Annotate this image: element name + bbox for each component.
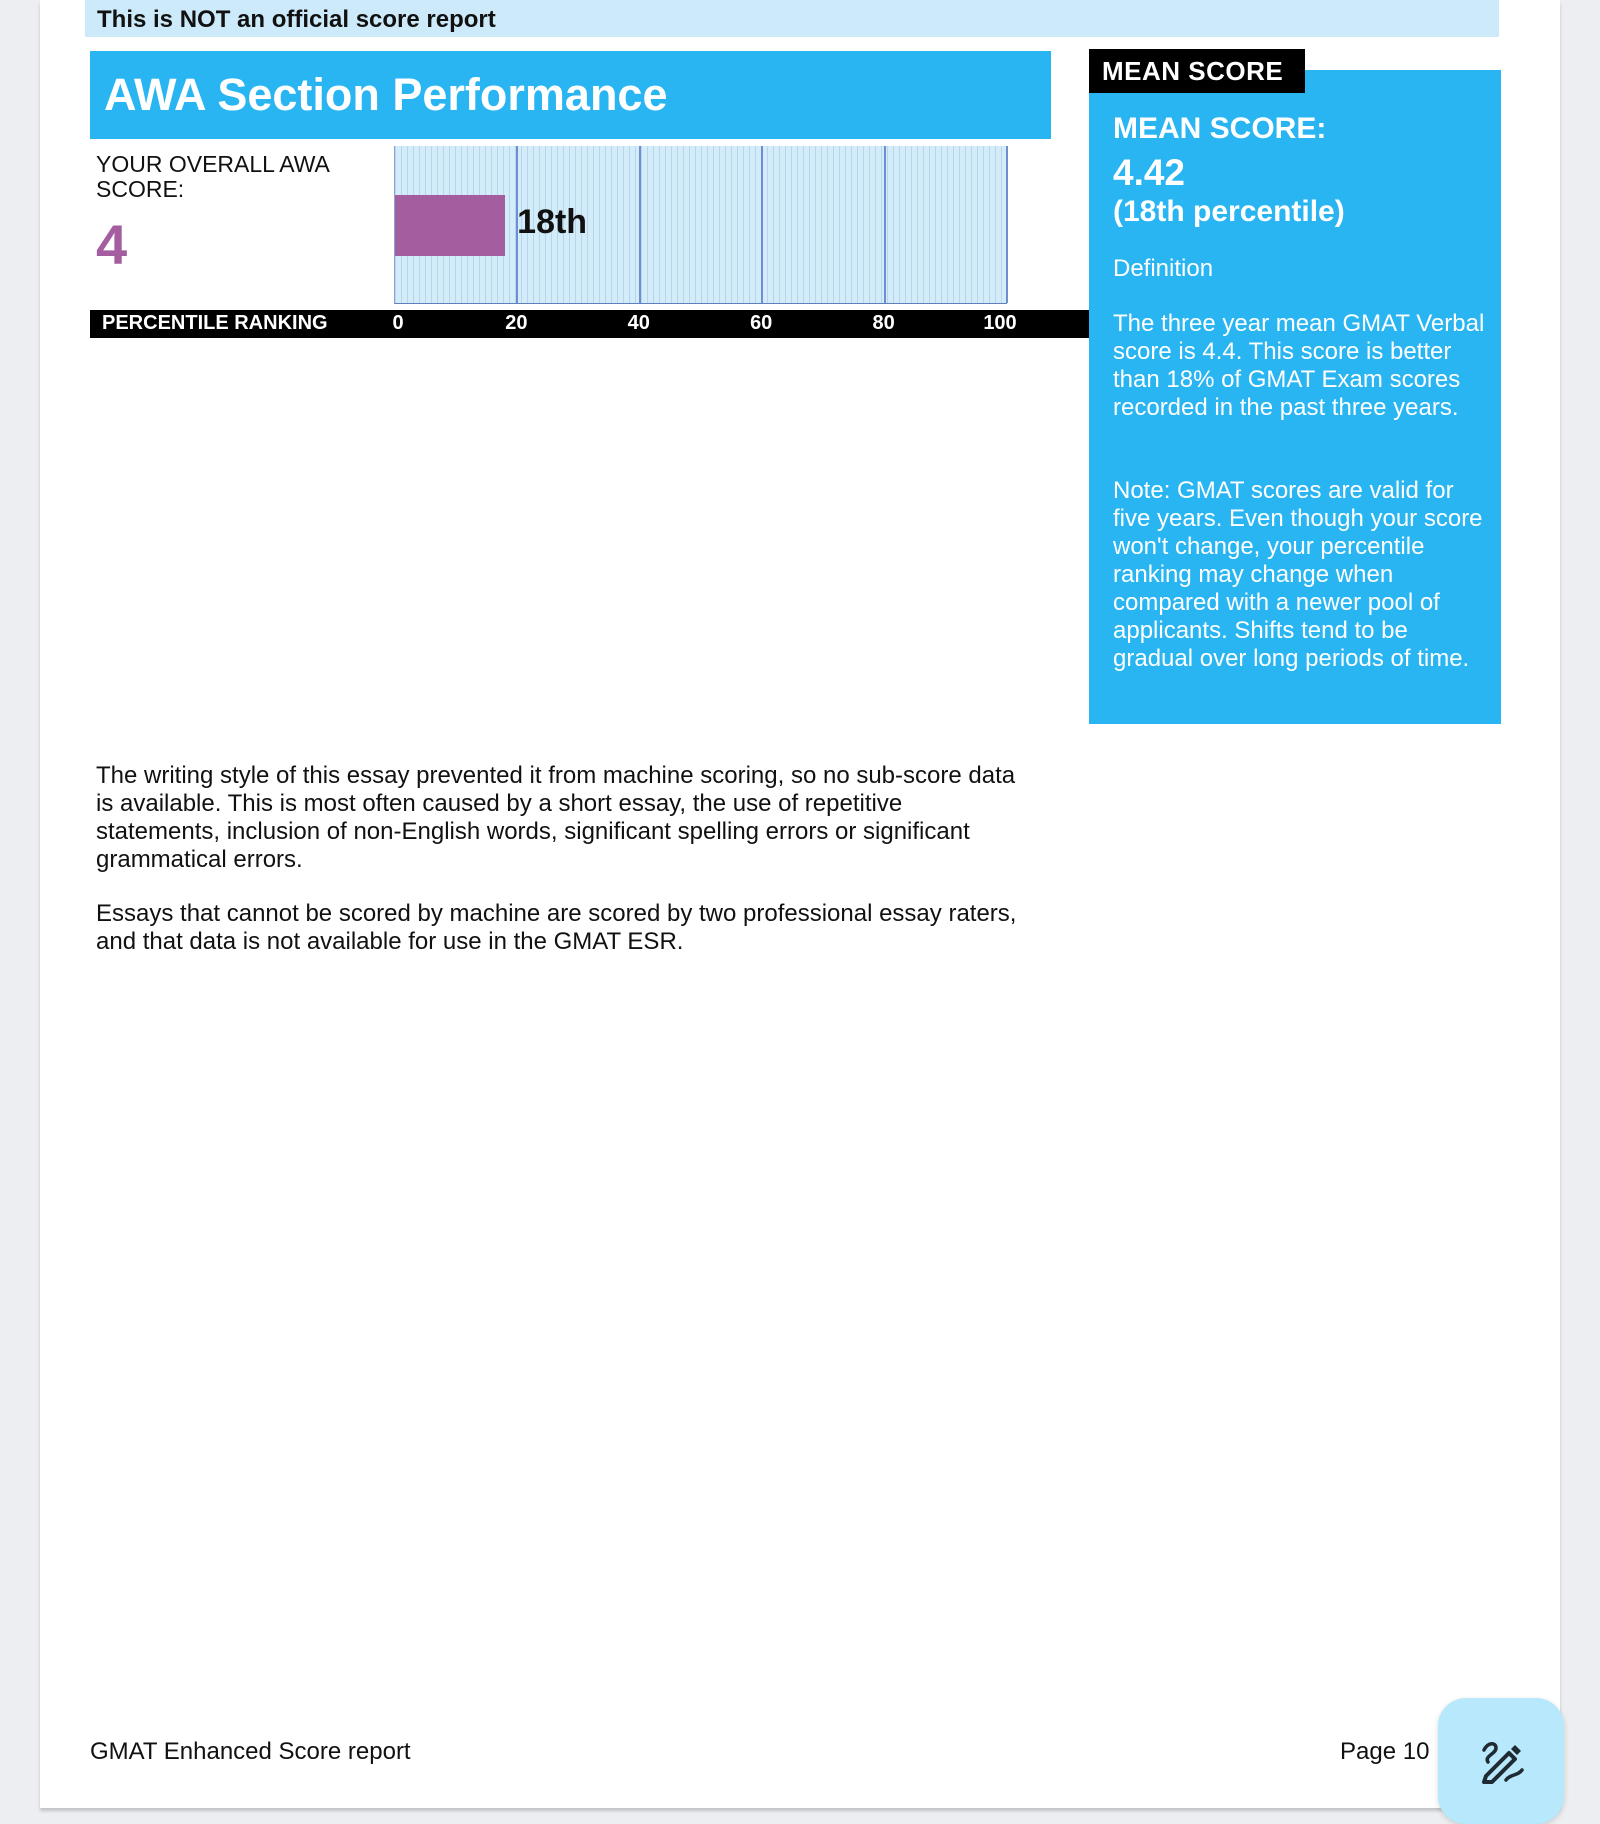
- tick-label-0: 0: [392, 312, 404, 334]
- tick-label-60: 60: [750, 312, 773, 334]
- annotate-button[interactable]: [1438, 1698, 1564, 1824]
- tick-label-80: 80: [872, 312, 895, 334]
- tick-label-40: 40: [627, 312, 650, 334]
- tick-label-100: 100: [983, 312, 1017, 334]
- overall-awa-score: 4: [96, 213, 128, 276]
- bar-data-label: 18th: [517, 203, 588, 241]
- section-title: AWA Section Performance: [104, 69, 668, 120]
- grid-line: [884, 146, 886, 303]
- definition-text: The three year mean GMAT Verbal score is 4.4. This score is better than 18% of GMAT Exam scores recorded in the past three years.: [1113, 310, 1485, 421]
- grid-line: [761, 146, 763, 303]
- percentile-chart: [394, 146, 1007, 304]
- unofficial-banner: [85, 0, 1499, 37]
- axis-title: PERCENTILE RANKING: [102, 312, 328, 334]
- body-paragraph-2: Essays that cannot be scored by machine are scored by two professional essay raters, and that data is not available for use in the GMAT ESR.: [96, 900, 1017, 955]
- tick-label-20: 20: [505, 312, 528, 334]
- pen-sparkle-icon: [1478, 1738, 1524, 1784]
- note-text: Note: GMAT scores are valid for five years. Even though your score won't change, your percentile ranking may change when compared with a newer pool of applicants. Shifts tend to be gradual over long periods of time.: [1113, 477, 1483, 672]
- mean-score-percentile: (18th percentile): [1113, 195, 1345, 228]
- mean-score-tab-label: MEAN SCORE: [1102, 56, 1284, 86]
- mean-score-value: 4.42: [1113, 152, 1186, 193]
- definition-label: Definition: [1113, 255, 1214, 282]
- footer-page-number: Page 10: [1340, 1738, 1430, 1765]
- unofficial-banner-text: This is NOT an official score report: [97, 6, 496, 33]
- grid-line: [639, 146, 641, 303]
- percentile-axis: [90, 310, 1091, 338]
- section-title-bar: [90, 51, 1051, 139]
- document-page: [40, 0, 1560, 1808]
- footer-report-name: GMAT Enhanced Score report: [90, 1738, 411, 1765]
- overall-awa-label: YOUR OVERALL AWA SCORE:: [96, 151, 329, 202]
- body-paragraph-1: The writing style of this essay prevented it from machine scoring, so no sub-score data is available. This is most often caused by a short essay, the use of repetitive statements, inclusion of non-English words, significant spelling errors or significant grammatical errors.: [96, 762, 1016, 873]
- percentile-bar: [395, 195, 505, 256]
- grid-line: [1006, 146, 1008, 303]
- mean-score-title: MEAN SCORE:: [1113, 112, 1327, 145]
- mean-score-tab: [1089, 49, 1305, 93]
- mean-score-panel: [1089, 70, 1501, 724]
